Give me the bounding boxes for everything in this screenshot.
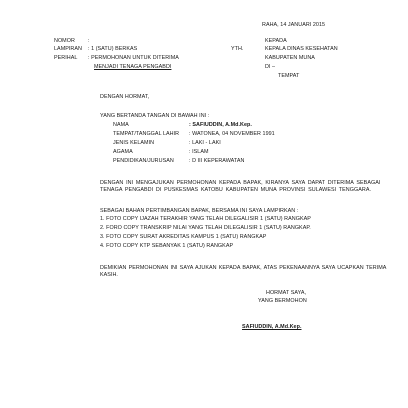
lampiran-value: : 1 (SATU) BERKAS: [88, 46, 138, 52]
attachment-item: 2. FORO COPY TRANSKRIP NILAI YANG TELAH DILEGALISIR 1 (SATU) RANGKAP.: [100, 225, 311, 231]
attachment-item: 3. FOTO COPY SURAT AKREDITAS KAMPUS 1 (SATU) RANGKAP: [100, 234, 267, 240]
identity-value-name: : SAFIUDDIN, A.Md.Kep.: [189, 122, 252, 128]
identity-label-religion: AGAMA: [113, 149, 133, 155]
nomor-colon: :: [88, 38, 90, 44]
identity-value-education: : D III KEPERAWATAN: [189, 158, 245, 164]
closing-paragraph: DEMIKIAN PERMOHONAN INI SAYA AJUKAN KEPADA BAPAK, ATAS PEKENAANNYA SAYA UCAPKAN TERIMA KASIH.: [100, 265, 387, 279]
attachments-intro: SEBAGAI BAHAN PERTIMBANGAN BAPAK, BERSAMA INI SAYA LAMPIRKAN :: [100, 208, 299, 214]
identity-value-gender: : LAKI - LAKI: [189, 140, 221, 146]
recipient-line-3: DI –: [265, 64, 276, 70]
greeting: DENGAN HORMAT,: [100, 94, 150, 100]
recipient-yth: YTH.: [231, 46, 244, 52]
recipient-kepada: KEPADA: [265, 38, 287, 44]
recipient-line-4: TEMPAT: [278, 73, 300, 79]
nomor-label: NOMOR: [54, 38, 75, 44]
date-line: RAHA, 14 JANUARI 2015: [262, 22, 326, 28]
recipient-line-2: KABUPATEN MUNA: [265, 55, 315, 61]
lampiran-label: LAMPIRAN: [54, 46, 82, 52]
recipient-line-1: KEPALA DINAS KESEHATAN: [265, 46, 338, 52]
identity-label-gender: JENIS KELAMIN: [113, 140, 155, 146]
identity-value-religion: : ISLAM: [189, 149, 209, 155]
attachment-item: 4. FOTO COPY KTP SEBANYAK 1 (SATU) RANGKAP: [100, 243, 234, 249]
perihal-value-2: MENJADI TENAGA PENGABDI: [94, 64, 172, 70]
identity-label-birth: TEMPAT/TANGGAL LAHIR: [113, 131, 180, 137]
perihal-value-1: : PERMOHONAN UNTUK DITERIMA: [88, 55, 179, 61]
attachment-item: 1. FOTO COPY IJAZAH TERAKHIR YANG TELAH DILEGALISIR 1 (SATU) RANGKAP: [100, 216, 311, 222]
perihal-label: PERIHAL: [54, 55, 78, 61]
identity-value-birth: : WATONEA, 04 NOVEMBER 1991: [189, 131, 275, 137]
signature-role: YANG BERMOHON: [258, 298, 307, 304]
request-paragraph: DENGAN INI MENGAJUKAN PERMOHONAN KEPADA BAPAK, KIRANYA SAYA DAPAT DITERIMA SEBAGAI TENAGA PENGABDI DI PUSKESMAS KATOBU KABUPATEN MUNA PROVINSI SULAWESI TENGGARA.: [100, 180, 381, 194]
identity-label-education: PENDIDIKAN/JURUSAN: [113, 158, 174, 164]
signature-salutation: HORMAT SAYA,: [266, 290, 307, 296]
identity-label-name: NAMA: [113, 122, 129, 128]
signature-name: SAFIUDDIN, A.Md.Kep.: [242, 324, 302, 330]
intro-line: YANG BERTANDA TANGAN DI BAWAH INI :: [100, 113, 210, 119]
